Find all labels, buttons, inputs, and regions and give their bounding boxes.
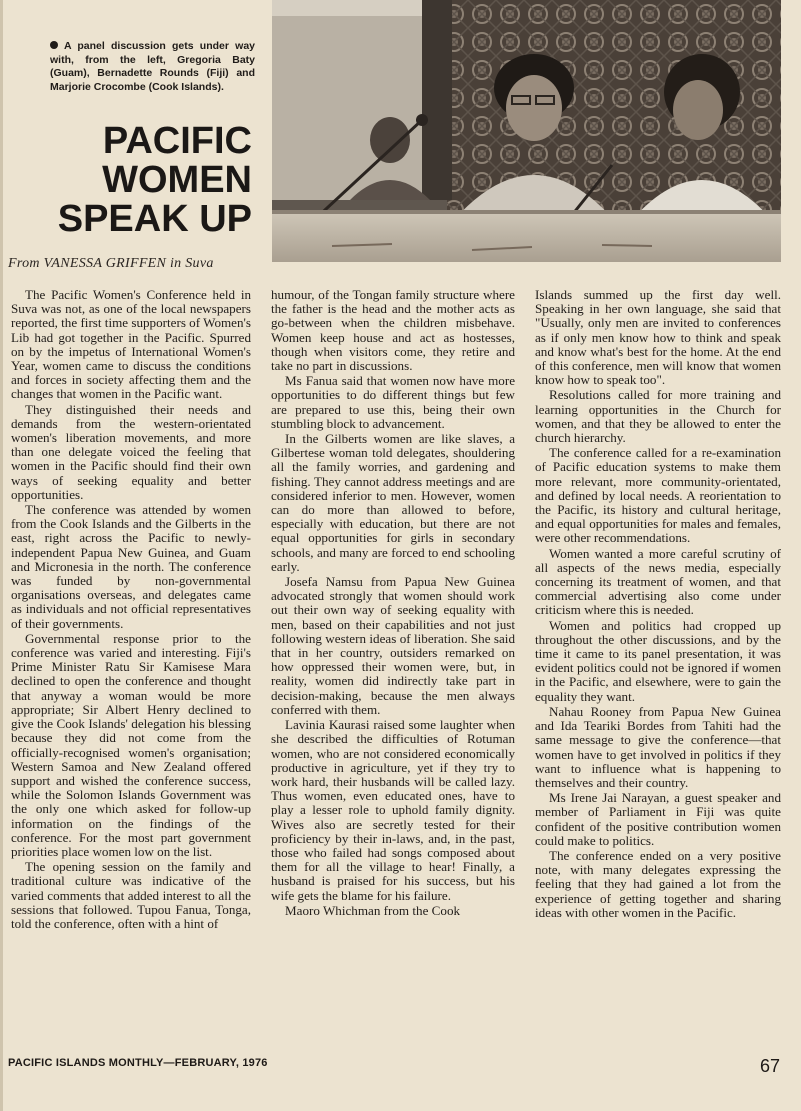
article-column-2 — [271, 288, 515, 919]
paragraph: Josefa Namsu from Papua New Guinea advocated strongly that women should work out their own way of seeking equality with men, based on their capabilities and not just following western ideas of liberation. She said that in her country, outsiders remarked on how oppressed their women were, but, in reality, women did indirectly take part in decision-making, because the men always conferred with them. — [271, 574, 515, 717]
article-column-1 — [11, 288, 251, 932]
byline: From VANESSA GRIFFEN in Suva — [8, 256, 214, 271]
page-number: 67 — [760, 1056, 781, 1076]
photo-caption — [50, 40, 255, 94]
paragraph: Islands summed up the first day well. Speaking in her own language, she said that "Usually, only men are invited to conferences as if only men know how to think and speak and know what's best for the home. At the end of this conference, men will know that women know how to speak too". — [535, 287, 781, 388]
running-footer: PACIFIC ISLANDS MONTHLY—FEBRUARY, 1976 — [8, 1057, 268, 1069]
panel-discussion-photo — [272, 0, 781, 262]
paragraph: Women wanted a more careful scrutiny of all aspects of the news media, especially concerning its treatment of women, and that commercial advertising also come under criticism where this is needed. — [535, 545, 781, 618]
photo-caption-text: A panel discussion gets under way with, from the left, Gregoria Baty (Guam), Bernadette Rounds (Fiji) and Marjorie Crocombe (Cook Islands). — [50, 40, 255, 93]
paragraph: The conference called for a re-examination of Pacific education systems to make them more relevant, more community-orientated, and defined by local needs. A reorientation to the Pacific, its history and cultural heritage, and equal opportunities for males and females, were other recommendations. — [535, 445, 781, 546]
paragraph: The opening session on the family and traditional culture was indicative of the varied comments that added interest to all the sessions that followed. Tupou Fanua, Tonga, told the conference, often with a hint of — [11, 859, 251, 931]
headline — [30, 122, 252, 239]
paragraph: The conference ended on a very positive note, with many delegates expressing the feeling that they had gained a lot from the experience of getting together and sharing ideas with other women in the Pacific. — [535, 847, 781, 920]
paragraph: Women and politics had cropped up throughout the other discussions, and by the time it came to its panel presentation, it was evident politics could not be ignored if women in the Pacific, and elsewhere, were to gain the equality they want. — [535, 617, 781, 704]
paragraph: Ms Irene Jai Narayan, a guest speaker and member of Parliament in Fiji was quite confident of the positive contribution women could make to politics. — [535, 790, 781, 848]
panel-discussion-photo-image — [272, 0, 781, 262]
bullet-icon — [50, 41, 58, 49]
paragraph: Maoro Whichman from the Cook — [285, 902, 461, 918]
article-column-3 — [535, 288, 781, 921]
headline-line-3: SPEAK UP — [57, 198, 252, 240]
paragraph: The Pacific Women's Conference held in Suva was not, as one of the local newspapers reported, the first time supporters of Women's Lib had got together in the Pacific. Spurred on by the impetus of International Women's Year, women came to discuss the conditions and forces in society affecting them and the changes that women in the Pacific want. — [11, 287, 251, 402]
paragraph: Nahau Rooney from Papua New Guinea and Ida Teariki Bordes from Tahiti had the same message to give the conference—that women have to get involved in politics if they want to influence what is happening to themselves and their country. — [535, 703, 781, 790]
paragraph: In the Gilberts women are like slaves, a Gilbertese woman told delegates, shouldering all the family worries, and gardening and fishing. They cannot address meetings and are considered inferior to men. However, women can do more than allowed to before, especially with education, but there are not equal opportunities for girls in secondary schools, and many are forced to end schooling early. — [271, 431, 515, 574]
paragraph: Governmental response prior to the conference was varied and interesting. Fiji's Prime Minister Ratu Sir Kamisese Mara declined to open the conference and thought that anyway a woman would be more appropriate; Sir Albert Henry declined to give the Cook Islands' delegation his blessing because they did not come from the officially-recognised women's organisation; Western Samoa and New Zealand offered support and wished the conference success, while the Solomon Islands Government was the only one which asked for follow-up information on the findings of the conference. For the most part government priorities place women low on the list. — [11, 630, 251, 859]
paragraph: Resolutions called for more training and learning opportunities in the Church for women, and that they be allowed to enter the church hierarchy. — [535, 387, 781, 446]
page-edge — [0, 0, 3, 1111]
headline-line-1: PACIFIC — [102, 120, 252, 162]
headline-line-2: WOMEN — [102, 159, 252, 201]
paragraph: They distinguished their needs and demands from the western-orientated women's liberation movements, and more than one delegate voiced the feeling that women in the Pacific should find their own ways of seeking equality and better opportunities. — [11, 401, 251, 502]
paragraph: Ms Fanua said that women now have more opportunities to do different things but few are prepared to use this, being their own stumbling block to advancement. — [271, 373, 515, 431]
paragraph: humour, of the Tongan family structure where the father is the head and the mother acts as go-between when the children misbehave. Women keep house and act as hostesses, though when visitors come, they retire and take no part in discussions. — [271, 287, 515, 374]
paragraph: Lavinia Kaurasi raised some laughter when she described the difficulties of Rotuman women, who are not considered economically productive in agriculture, yet if they try to work hard, their husbands will be called lazy. Thus women, even educated ones, have to play a lesser role to uphold family dignity. Wives also are secretly tested for their proficiency by their in-laws, and, in the past, those who failed had songs composed about them for all the village to hear! Finally, a husband is praised for his success, but his wife gets the blame for his failure. — [271, 717, 515, 903]
paragraph: The conference was attended by women from the Cook Islands and the Gilberts in the east, right across the Pacific to newly-independent Papua New Guinea, and Guam and Micronesia in the north. The conference was funded by non-governmental organisations overseas, and delegates came as individuals and not official representatives of their governments. — [11, 502, 251, 631]
